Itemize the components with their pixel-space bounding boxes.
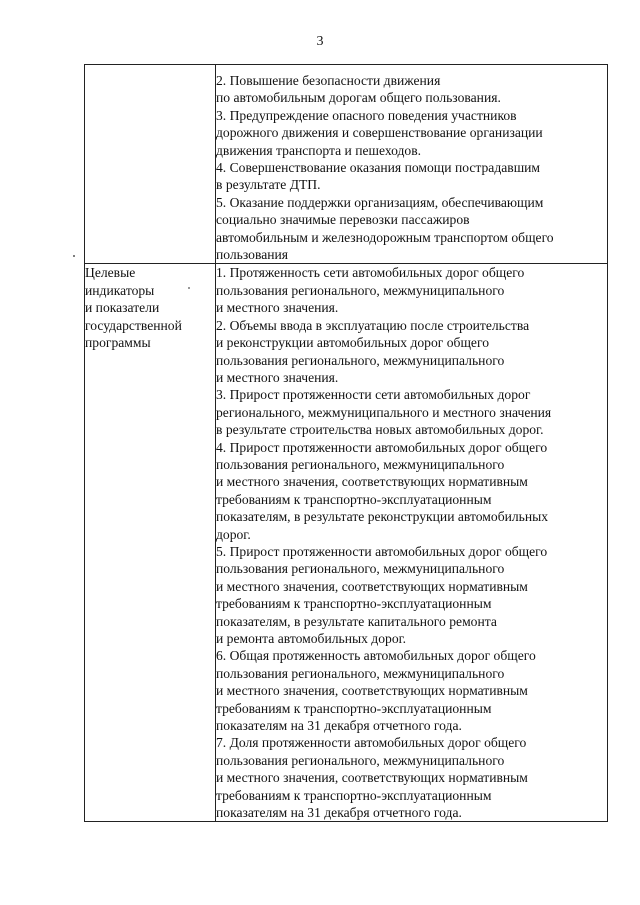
- text-line: и местного значения.: [216, 369, 339, 385]
- row-label-cell: [85, 264, 216, 822]
- text-line: и показатели: [85, 300, 160, 316]
- text-line: Целевые: [85, 265, 136, 281]
- text-line: и реконструкции автомобильных дорог общего: [216, 335, 489, 351]
- text-line: программы: [85, 335, 151, 351]
- text-line: и местного значения, соответствующих нормативным: [216, 770, 528, 786]
- text-line: в результате ДТП.: [216, 177, 321, 193]
- text-line: 4. Прирост протяженности автомобильных дорог общего: [216, 439, 548, 455]
- text-line: и местного значения, соответствующих нормативным: [216, 474, 528, 490]
- text-line: дорог.: [216, 526, 251, 542]
- text-line: дорожного движения и совершенствование организации: [216, 125, 543, 141]
- row-label-cell: [85, 65, 216, 264]
- table-row-tasks-continued: [85, 65, 608, 264]
- text-line: и ремонта автомобильных дорог.: [216, 631, 407, 646]
- text-line: пользования регионального, межмуниципального: [216, 282, 505, 298]
- text-line: регионального, межмуниципального и местного значения: [216, 404, 552, 420]
- text-line: в результате строительства новых автомобильных дорог.: [216, 422, 544, 438]
- text-line: пользования регионального, межмуниципального: [216, 752, 505, 768]
- text-line: 3. Предупреждение опасного поведения участников: [216, 107, 517, 123]
- text-line: показателям на 31 декабря отчетного года.: [216, 718, 462, 734]
- text-line: пользования регионального, межмуниципального: [216, 456, 505, 472]
- text-line: пользования регионального, межмуниципального: [216, 352, 505, 368]
- program-passport-table: [84, 64, 608, 822]
- text-line: социально значимые перевозки пассажиров: [216, 212, 470, 228]
- text-line: пользования регионального, межмуниципального: [216, 665, 505, 681]
- text-line: 6. Общая протяженность автомобильных дорог общего: [216, 648, 536, 664]
- text-line: индикаторы: [85, 282, 155, 298]
- text-line: 7. Доля протяженности автомобильных дорог общего: [216, 735, 527, 751]
- text-line: государственной: [85, 317, 182, 333]
- text-line: 5. Прирост протяженности автомобильных дорог общего: [216, 543, 548, 559]
- text-line: автомобильным и железнодорожным транспортом общего: [216, 229, 554, 245]
- text-line: и местного значения, соответствующих нормативным: [216, 683, 528, 699]
- text-line: требованиям к транспортно-эксплуатационным: [216, 596, 492, 612]
- row-content-cell: [216, 264, 608, 822]
- text-line: 4. Совершенствование оказания помощи пострадавшим: [216, 160, 541, 176]
- table-row-target-indicators: [85, 264, 608, 822]
- text-line: и местного значения.: [216, 300, 339, 316]
- scan-artifact: [73, 255, 75, 257]
- text-line: показателям на 31 декабря отчетного года.: [216, 805, 462, 821]
- text-line: требованиям к транспортно-эксплуатационным: [216, 787, 492, 803]
- text-line: требованиям к транспортно-эксплуатационным: [216, 700, 492, 716]
- text-line: требованиям к транспортно-эксплуатационным: [216, 491, 492, 507]
- text-line: движения транспорта и пешеходов.: [216, 142, 422, 158]
- text-line: 2. Объемы ввода в эксплуатацию после строительства: [216, 317, 530, 333]
- text-line: и местного значения, соответствующих нормативным: [216, 578, 528, 594]
- text-line: по автомобильным дорогам общего пользования.: [216, 90, 501, 106]
- page-number: 3: [316, 34, 324, 49]
- text-line: 3. Прирост протяженности сети автомобильных дорог: [216, 387, 531, 403]
- text-line: 2. Повышение безопасности движения: [216, 73, 441, 88]
- text-line: 5. Оказание поддержки организациям, обеспечивающим: [216, 194, 544, 210]
- text-line: пользования: [216, 247, 289, 263]
- scan-artifact: [188, 287, 190, 289]
- row-content-cell: [216, 65, 608, 264]
- text-line: показателям, в результате капитального ремонта: [216, 613, 497, 629]
- text-line: 1. Протяженность сети автомобильных дорог общего: [216, 265, 525, 281]
- text-line: пользования регионального, межмуниципального: [216, 561, 505, 577]
- text-line: показателям, в результате реконструкции автомобильных: [216, 509, 549, 525]
